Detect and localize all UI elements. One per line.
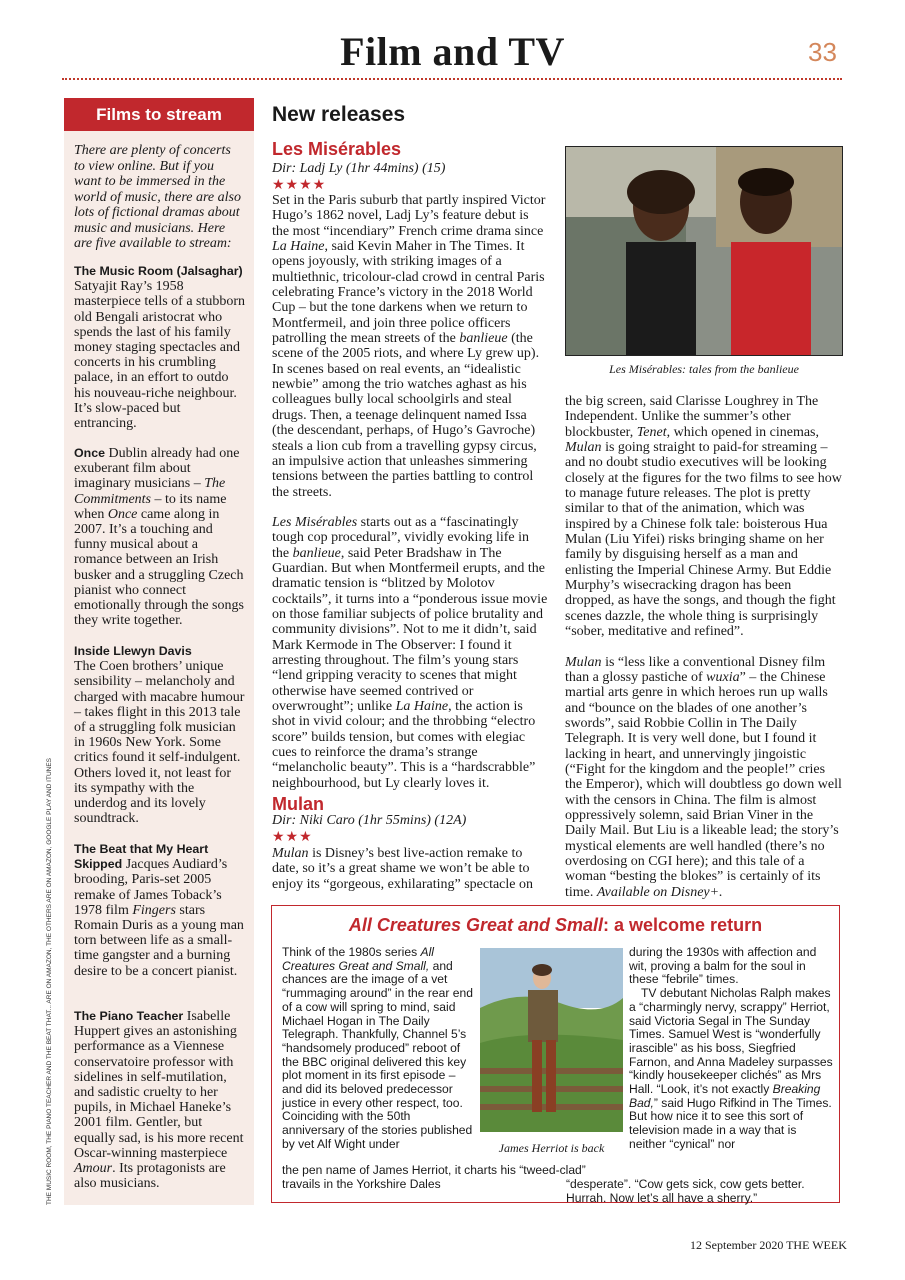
les-mis-photo-illustration: [566, 147, 842, 355]
page-footer: 12 September 2020 THE WEEK: [690, 1238, 847, 1252]
sidebar-film-music-room: [74, 264, 246, 431]
text-run: ” said Hugo Rifkind in The Times. But how nice it to see this sort of television made in a way that is neither “cynical” nor: [629, 1095, 832, 1151]
italic-run: La Haine: [395, 699, 449, 714]
sidebar-film-italic: Amour: [74, 1161, 113, 1177]
text-run: TV debutant Nicholas Ralph makes a “charmingly nervy, scrappy” Herriot, said Victoria Segal in The Sunday Times. Samuel West is “wonderfully irascible” as his boss, Siegfried Farnon, and Anna Madeley surpasses “kindly housekeeper clichés” as Mrs Hall. “Look, it’s not exactly: [629, 986, 833, 1097]
text-run: ” – the Chinese martial arts genre in which heroes run up walls and “bounce on the blades of one another’s swords”, said Robbie Collin in The Daily Telegraph. It is very well done, but I found it lacking in heart, and unnervingly jingoistic (“Fight for the kingdom and the people!” cries the Emperor), which will doubtless go down well with the censors in China. The film is almost oppressively solemn, said Brian Viner in the Daily Mail. But Liu is a likeable lead; the story’s mystical elements are well handled (there’s no overdosing on CGI here); and this tale of a woman “besting the blokes” is certainly of its time.: [565, 669, 842, 900]
mulan-paragraph-1-cont: [565, 394, 843, 640]
text-run: the pen name of James Herriot, it charts his “tweed-clad” travails in the Yorkshire Dales: [282, 1163, 586, 1191]
italic-run: All Creatures Great and Small,: [282, 945, 434, 973]
mulan-review-continued: [565, 394, 843, 900]
james-herriot-photo: [480, 948, 623, 1132]
text-run: is going straight to paid-for streaming – and no doubt studio executives will be looking closely at the figures for the two films to see how to manage future releases. The plot is pretty similar to that of the animation, which was inspired by a Chinese folk tale: boisterous Hua Mulan (Liu Yifei) risks bringing shame on her family by disguising herself as a man and enlisting the Imperial Chinese Army. But Eddie Murphy’s wisecracking dragon has been dropped, as have the songs, and though the fight scenes dazzle, the whole thing is surprisingly “sober, meditative and refined”.: [565, 440, 842, 640]
text-run: , said Kevin Maher in The Times. It opens joyously, with striking images of a multiethnic, tricolour-clad crowd in central Paris celebrating France’s victory in the 2018 World Cup – but the tone darkens when we return to Montfermeil, and join three police officers patrolling the mean streets of the: [272, 239, 545, 347]
sidebar-film-italic: Once: [107, 506, 138, 522]
mulan-review-start: [272, 846, 542, 892]
text-run: “desperate”. “Cow gets sick, cow gets better. Hurrah. Now let’s all have a sherry.”: [566, 1177, 805, 1205]
text-run: is “less like a conventional Disney film than a glossy pastiche of: [565, 654, 826, 685]
les-mis-director: Dir: Ladj Ly (1hr 44mins) (15): [272, 161, 446, 176]
section-title: Film and TV: [340, 29, 565, 74]
italic-run: Breaking Bad,: [629, 1082, 821, 1110]
italic-run: La Haine: [272, 239, 325, 255]
tv-review-left-column: [282, 946, 474, 1152]
sidebar-film-body: The Coen brothers’ unique sensibility – melancholy and charged with macabre humour – takes flight in this 2013 tale of a struggling folk musician in 1960s New York. Some critics found it self-indulgent. Others loved it, not least for its sympathy with the underdog and its lovely soundtrack.: [74, 659, 245, 827]
text-run: , which opened in cinemas,: [666, 424, 819, 440]
les-mis-rating-stars: ★★★★: [272, 178, 327, 193]
italic-run: banlieue: [459, 331, 508, 347]
text-run: (the scene of the 2005 riots, and where Ly grew up). In scenes based on real events, an “idealistic newbie” among the trio watches aghast as his colleagues bully local schoolgirls and steal drugs. Then, a teenage delinquent named Issa (the descendant, perhaps, of Hugo’s Gavroche) steals a lion cub from a travelling gypsy circus, an impulsive action that unleashes simmering tensions between the parties battling to control the streets.: [272, 331, 540, 500]
sidebar-film-body: . Its protagonists are also musicians.: [74, 1161, 226, 1192]
les-mis-caption: Les Misérables: tales from the banlieue: [609, 362, 799, 376]
text-run: : a welcome return: [603, 915, 763, 935]
sidebar-film-body: Satyajit Ray’s 1958 masterpiece tells of a stubborn old Bengali aristocrat who spends the last of his family money staging spectacles and concerts in his crumbling palace, in an effort to outdo his nouveau-riche neighbour. It’s slow-paced but entrancing.: [74, 279, 246, 432]
italic-run: Mulan: [272, 846, 309, 861]
les-mis-paragraph-2: [272, 515, 549, 791]
sidebar-film-beat-heart: [74, 842, 246, 979]
italic-run: banlieue: [292, 545, 341, 561]
sidebar-heading: Films to stream: [64, 98, 254, 131]
mulan-rating-stars: ★★★: [272, 830, 313, 845]
italic-run: Available on Disney+.: [596, 884, 723, 900]
italic-run: Mulan: [565, 440, 602, 456]
text-run: Think of the 1980s series: [282, 945, 418, 959]
italic-run: Les Misérables: [272, 514, 358, 530]
tv-review-title: [271, 915, 840, 936]
tv-review-ending: [566, 1178, 836, 1205]
sidebar-film-body: stars Romain Duris as a young man torn between life as a small-time gangster and a burning desire to be a concert pianist.: [74, 902, 244, 979]
sidebar-film-body: came along in 2007. It’s a touching and funny musical about a romance between an Irish busker and a struggling Czech pianist who connect emotionally through the songs they write together.: [74, 506, 244, 629]
sidebar-intro: There are plenty of concerts to view online. But if you want to be immersed in the world of music, there are also lots of fictional dramas about music and musicians. Here are five available to stream:: [74, 143, 241, 251]
text-run: the big screen, said Clarisse Loughrey in The Independent. Unlike the summer’s other blockbuster,: [565, 394, 819, 440]
sidebar-film-body: Dublin already had one exuberant film about imaginary musicians –: [74, 446, 240, 492]
text-run: starts out as a “fascinatingly tough cop procedural”, vividly evoking life in the: [272, 514, 529, 561]
photo-credit: THE MUSIC ROOM, THE PIANO TEACHER AND THE BEAT THAT... ARE ON AMAZON, THE OTHERS ARE ON AMAZON, GOOGLE PLAY AND ITUNES: [46, 757, 53, 1205]
sidebar-film-title: Inside Llewyn Davis: [74, 644, 192, 658]
james-herriot-caption: James Herriot is back: [498, 1141, 605, 1155]
header-divider: [62, 78, 842, 80]
sidebar-film-body: Isabelle Huppert gives an astonishing performance as a Viennese conservatoire professor with sidelines in self-mutilation, and sadistic cruelty to her pupils, in Michael Haneke’s 2001 film. Gentler, but equally sad, is his more recent Oscar-winning masterpiece: [74, 1009, 244, 1161]
sidebar-film-title: Once: [74, 446, 105, 460]
tv-review-right-paragraph: [629, 987, 833, 1151]
italic-run: Mulan: [565, 654, 602, 670]
tv-review-right-column: [629, 946, 833, 1152]
sidebar-film-body: – to its name when: [74, 491, 227, 522]
mulan-paragraph-1-start: [272, 846, 542, 892]
italic-run: All Creatures Great and Small: [348, 915, 604, 935]
text-run: , said Peter Bradshaw in The Guardian. But when Montfermeil erupts, and the dramatic tension is “blitzed by Molotov cocktails”, it turns into a “ponderous issue movie on those familiar subjects of police brutality and community divisions”. Not to me it didn’t, said Mark Kermode in The Observer: I found it arresting throughout. The film’s young stars “lend gripping veracity to scenes that might otherwise have seemed contrived or overwrought”; unlike: [272, 545, 548, 714]
sidebar-film-italic: The Commitments: [74, 476, 226, 507]
text-run: during the 1930s with affection and wit, proving a balm for the soul in these “febrile” times.: [629, 945, 817, 987]
sidebar-film-title: The Music Room (Jalsaghar): [74, 264, 243, 278]
italic-run: Tenet: [636, 424, 667, 440]
sidebar-film-title: The Piano Teacher: [74, 1009, 184, 1023]
sidebar-film-italic: Fingers: [132, 902, 176, 918]
italic-run: wuxia: [706, 669, 740, 685]
sidebar-film-once: [74, 446, 246, 628]
sidebar-film-llewyn-davis: [74, 644, 246, 826]
mulan-paragraph-2: [565, 655, 843, 901]
les-mis-review: [272, 193, 549, 791]
mulan-director: Dir: Niki Caro (1hr 55mins) (12A): [272, 813, 467, 828]
text-run: , the action is shot in vivid colour; and the throbbing “electro score” builds tension, but comes with elegiac cues to reinforce the drama’s strange “melancholic beauty”. This is a “hardscrabble” neighbourhood, but Ly clearly loves it.: [272, 699, 536, 791]
sidebar-film-body: Jacques Audiard’s brooding, Paris-set 2005 remake of James Toback’s 1978 film: [74, 857, 228, 918]
sidebar-film-piano-teacher: [74, 1009, 246, 1191]
herriot-photo-illustration: [480, 948, 623, 1132]
mulan-title: Mulan: [272, 794, 324, 814]
les-mis-title: Les Misérables: [272, 139, 402, 159]
text-run: is Disney’s best live-action remake to date, so it’s a great shame we won’t be able to enjoy its “gorgeous, exhilarating” spectacle on: [272, 846, 533, 892]
text-run: and chances are the image of a vet “rummaging around” in the rear end of a cow will spring to mind, said Michael Hogan in The Daily Telegraph. Thankfully, Channel 5’s “handsomely produced” reboot of the BBC original delivered this key plot moment in its first episode – and did its beloved predecessor justice in every other respect, too. Coinciding with the 50th anniversary of the stories published by vet Alf Wight under: [282, 958, 473, 1151]
sidebar-film-title: The Beat that My Heart Skipped: [74, 842, 209, 872]
page-number: 33: [808, 37, 837, 67]
les-mis-photo: [565, 146, 843, 356]
les-mis-paragraph-1: [272, 193, 549, 500]
new-releases-heading: New releases: [272, 103, 406, 126]
text-run: Set in the Paris suburb that partly inspired Victor Hugo’s 1862 novel, Ladj Ly’s feature debut is the most “incendiary” French crime drama since: [272, 193, 546, 239]
